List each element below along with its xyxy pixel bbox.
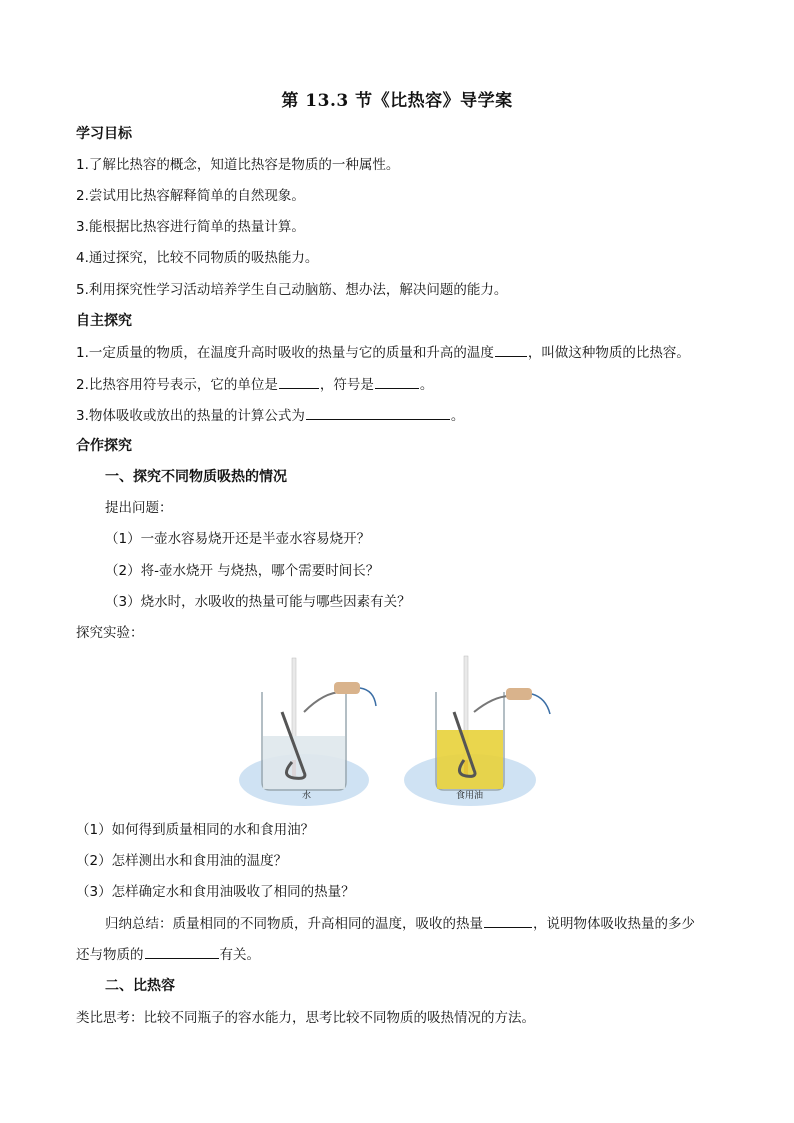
goal-item: 4.通过探究，比较不同物质的吸热能力。 (76, 250, 319, 266)
fill-blank[interactable] (306, 405, 450, 420)
q3-text-a: 3.物体吸收或放出的热量的计算公式为 (76, 408, 305, 424)
self-question-3 (76, 405, 464, 426)
fill-blank[interactable] (375, 374, 419, 389)
q2-text-b: ，符号是 (319, 377, 374, 393)
experiment-figure (234, 652, 564, 808)
oil-caption: 食用油 (456, 791, 484, 801)
self-question-2 (76, 374, 433, 395)
q1-text-a: 1.一定质量的物质，在温度升高时吸收的热量与它的质量和升高的温度 (76, 345, 494, 361)
water-liquid (263, 736, 345, 789)
exp-question-item: （3）怎样确定水和食用油吸收了相同的热量？ (76, 884, 355, 900)
part2-heading: 二、比热容 (105, 978, 175, 994)
summary-text-d: 有关。 (219, 947, 260, 963)
self-question-1 (76, 342, 690, 363)
q1-text-b: ，叫做这种物质的比热容。 (527, 345, 690, 361)
analogy-text: 类比思考：比较不同瓶子的容水能力，思考比较不同物质的吸热情况的方法。 (76, 1010, 535, 1026)
question-item: （3）烧水时，水吸收的热量可能与哪些因素有关？ (105, 594, 411, 610)
summary-text-a: 归纳总结：质量相同的不同物质，升高相同的温度，吸收的热量 (105, 916, 483, 932)
summary-text-c: 还与物质的 (76, 947, 144, 963)
goals-heading: 学习目标 (76, 126, 132, 142)
self-study-heading: 自主探究 (76, 313, 132, 329)
fill-blank[interactable] (279, 374, 319, 389)
summary-text-b: ，说明物体吸收热量的多少 (533, 916, 695, 932)
summary-line-2 (76, 944, 260, 965)
summary-line-1 (105, 913, 695, 934)
goal-item: 1.了解比热容的概念，知道比热容是物质的一种属性。 (76, 157, 400, 173)
heater-handle (334, 682, 360, 694)
question-item: （1）一壶水容易烧开还是半壶水容易烧开？ (105, 531, 371, 547)
exp-question-item: （2）怎样测出水和食用油的温度？ (76, 853, 288, 869)
page-title: 第 13.3 节《比热容》导学案 (281, 91, 513, 111)
water-beaker-setup (239, 658, 376, 806)
fill-blank[interactable] (145, 944, 219, 959)
exp-question-item: （1）如何得到质量相同的水和食用油？ (76, 822, 315, 838)
fill-blank[interactable] (484, 913, 532, 928)
q3-text-b: 。 (450, 408, 465, 424)
q2-text-a: 2.比热容用符号表示，它的单位是 (76, 377, 278, 393)
fill-blank[interactable] (495, 342, 527, 357)
experiment-label: 探究实验： (76, 625, 144, 641)
oil-beaker-setup (404, 656, 550, 806)
goal-item: 2.尝试用比热容解释简单的自然现象。 (76, 188, 305, 204)
heater-handle (506, 688, 532, 700)
coop-heading: 合作探究 (76, 438, 132, 454)
question-item: （2）将-壶水烧开 与烧热，哪个需要时间长？ (105, 563, 380, 579)
part1-heading: 一、探究不同物质吸热的情况 (105, 469, 287, 485)
q2-text-c: 。 (419, 377, 434, 393)
goal-item: 5.利用探究性学习活动培养学生自己动脑筋、想办法，解决问题的能力。 (76, 282, 508, 298)
ask-label: 提出问题： (105, 500, 173, 516)
goal-item: 3.能根据比热容进行简单的热量计算。 (76, 219, 305, 235)
water-caption: 水 (302, 791, 312, 801)
